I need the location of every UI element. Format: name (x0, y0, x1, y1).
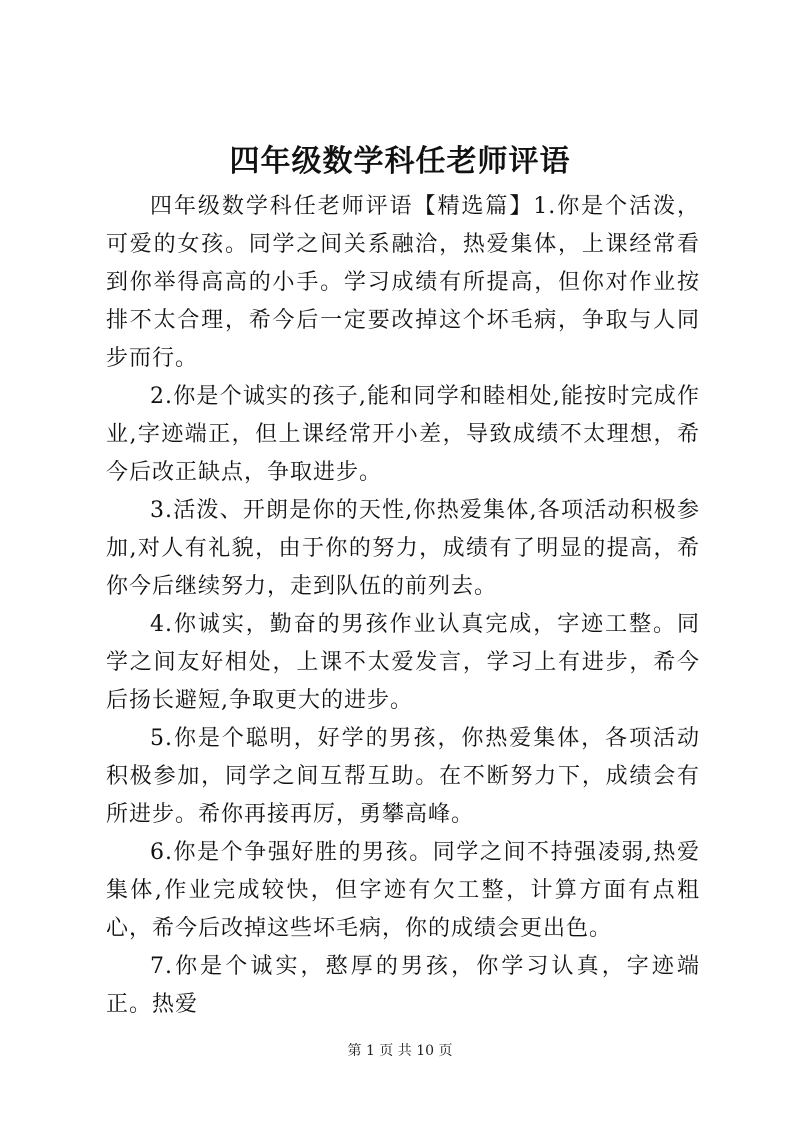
paragraph-3: 3.活泼、开朗是你的天性,你热爱集体,各项活动积极参加,对人有礼貌，由于你的努力，成绩有了明显的提高，希你今后继续努力，走到队伍的前列去。 (106, 498, 700, 599)
paragraph-2: 2.你是个诚实的孩子,能和同学和睦相处,能按时完成作业,字迹端正，但上课经常开小差，导致成绩不太理想，希今后改正缺点，争取进步。 (106, 384, 700, 485)
paragraph-1: 四年级数学科任老师评语【精选篇】1.你是个活泼，可爱的女孩。同学之间关系融洽，热爱集体，上课经常看到你举得高高的小手。学习成绩有所提高，但你对作业按排不太合理，希今后一定要改掉这个坏毛病，争取与人同步而行。 (106, 194, 700, 371)
paragraph-7: 7.你是个诚实，憨厚的男孩，你学习认真，字迹端正。热爱 (106, 954, 700, 1017)
paragraph-6: 6.你是个争强好胜的男孩。同学之间不持强凌弱,热爱集体,作业完成较快，但字迹有欠工整，计算方面有点粗心，希今后改掉这些坏毛病，你的成绩会更出色。 (106, 840, 700, 941)
paragraph-4: 4.你诚实，勤奋的男孩作业认真完成，字迹工整。同学之间友好相处，上课不太爱发言，学习上有进步，希今后扬长避短,争取更大的进步。 (106, 612, 700, 713)
document-body (106, 188, 700, 1024)
page-number-footer: 第 1 页 共 10 页 (347, 1043, 453, 1059)
page-title: 四年级数学科任老师评语 (229, 144, 571, 179)
paragraph-5: 5.你是个聪明，好学的男孩，你热爱集体，各项活动积极参加，同学之间互帮互助。在不断努力下，成绩会有所进步。希你再接再厉，勇攀高峰。 (106, 726, 700, 827)
